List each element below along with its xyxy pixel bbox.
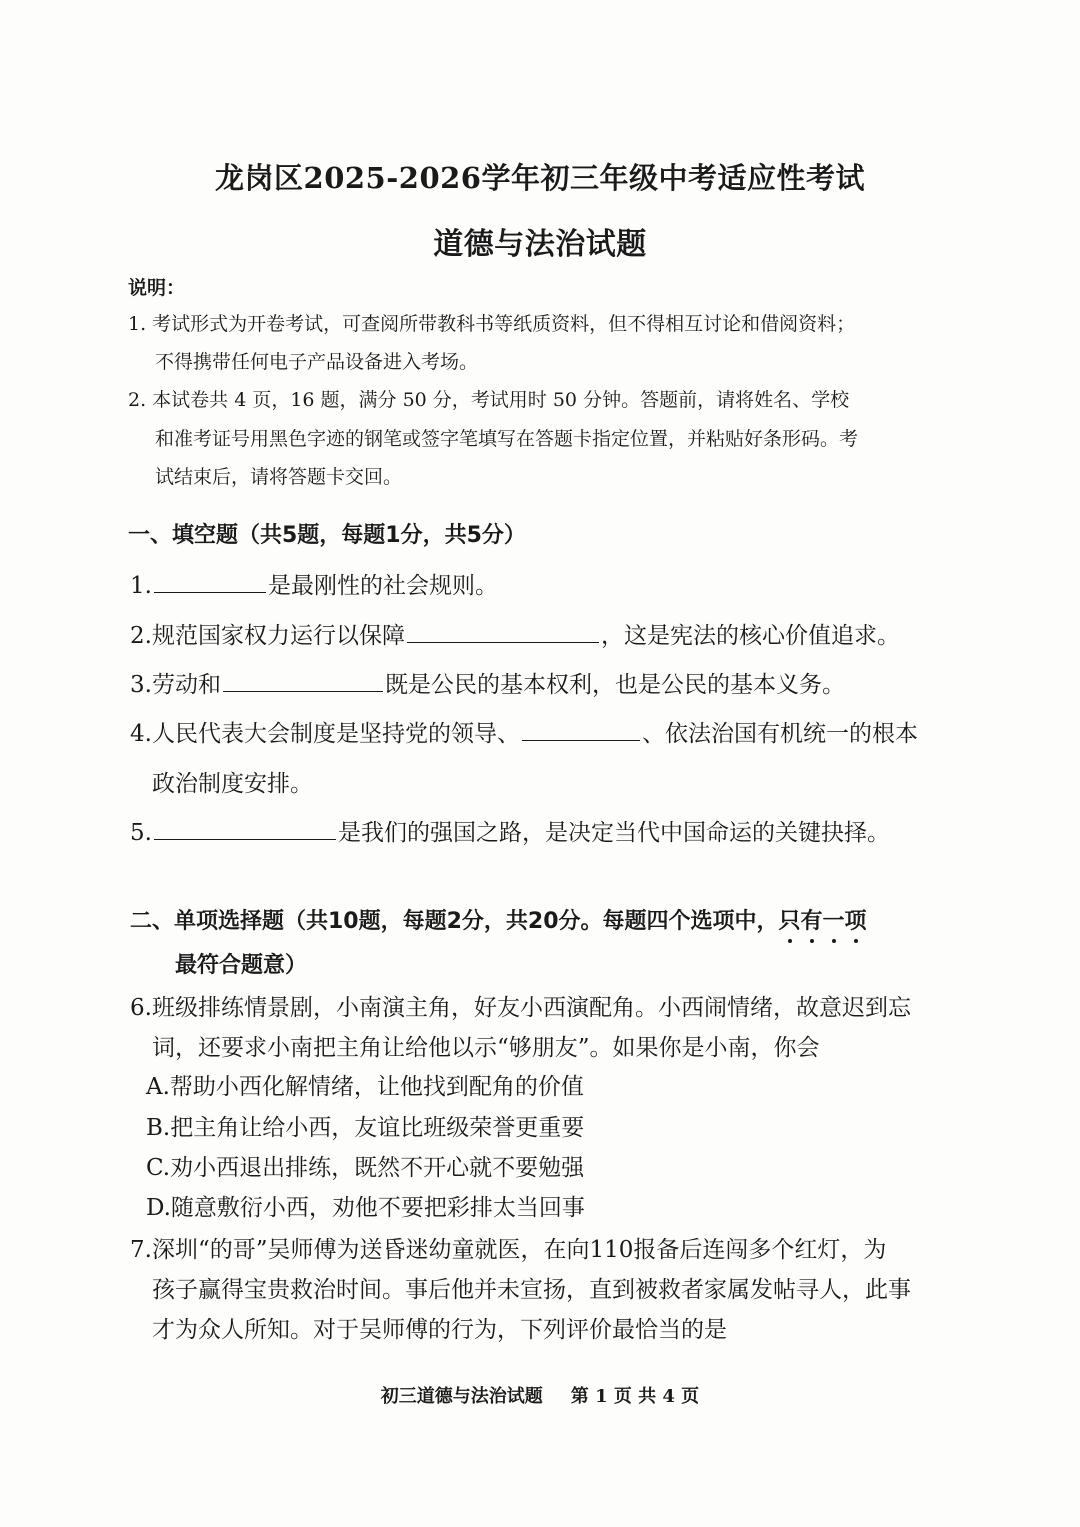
question-6-option-a[interactable]: A.帮助小西化解情绪，让他找到配角的价值 xyxy=(146,1074,584,1100)
question-6-line-2: 词，还要求小南把主角让给他以示“够朋友”。如果你是小南，你会 xyxy=(152,1035,820,1061)
answer-blank-2[interactable] xyxy=(407,620,599,643)
question-4-text-after: 、依法治国有机统一的根本 xyxy=(641,721,918,747)
section-2-heading-line-2: 最符合题意） xyxy=(175,953,308,978)
emphasis-dot xyxy=(810,939,814,943)
answer-blank-3[interactable] xyxy=(223,669,383,692)
question-4-line-2: 政治制度安排。 xyxy=(152,771,313,797)
question-7-line-3: 才为众人所知。对于吴师傅的行为，下列评价最恰当的是 xyxy=(152,1317,727,1343)
question-3-text-before: 3.劳动和 xyxy=(130,672,221,698)
footer-subject: 初三道德与法治试题 xyxy=(380,1386,543,1407)
question-1-text: 是最刚性的社会规则。 xyxy=(267,573,498,599)
footer-page-number: 第 1 页 共 4 页 xyxy=(570,1386,700,1407)
question-6-option-d[interactable]: D.随意敷衍小西，劝他不要把彩排太当回事 xyxy=(146,1195,585,1221)
note-2-line-2: 和准考证号用黑色字迹的钢笔或签字笔填写在答题卡指定位置，并粘贴好条形码。考 xyxy=(155,428,859,450)
notes-label: 说明： xyxy=(128,277,186,299)
question-5-text: 是我们的强国之路，是决定当代中国命运的关键抉择。 xyxy=(337,820,890,846)
question-3-text-after: 既是公民的基本权利，也是公民的基本义务。 xyxy=(384,672,845,698)
question-4 xyxy=(130,715,918,748)
question-7-line-1: 7.深圳“的哥”吴师傅为送昏迷幼童就医，在向110报备后连闯多个红灯，为 xyxy=(130,1237,887,1263)
note-2-line-3: 试结束后，请将答题卡交回。 xyxy=(155,466,403,488)
answer-blank-1[interactable] xyxy=(154,570,266,593)
section-2-heading-text: 二、单项选择题（共10题，每题2分，共20分。每题四个选项中， xyxy=(130,909,779,934)
question-1 xyxy=(130,567,498,600)
emphasis-dot xyxy=(788,939,792,943)
question-5 xyxy=(130,814,890,847)
question-1-number: 1. xyxy=(130,573,152,599)
answer-blank-4[interactable] xyxy=(522,718,640,741)
note-2-line-1: 2. 本试卷共 4 页，16 题，满分 50 分，考试用时 50 分钟。答题前，请将姓名、学校 xyxy=(128,389,850,411)
question-4-text-before: 4.人民代表大会制度是坚持党的领导、 xyxy=(130,721,520,747)
page-footer xyxy=(0,1382,1080,1408)
question-6-line-1: 6.班级排练情景剧，小南演主角，好友小西演配角。小西闹情绪，故意迟到忘 xyxy=(130,995,911,1021)
section-1-heading: 一、填空题（共5题，每题1分，共5分） xyxy=(128,523,526,548)
exam-subtitle: 道德与法治试题 xyxy=(433,227,647,262)
question-2 xyxy=(130,617,900,650)
question-2-text-after: ，这是宪法的核心价值追求。 xyxy=(600,623,900,649)
question-3 xyxy=(130,666,845,699)
question-6-option-b[interactable]: B.把主角让给小西，友谊比班级荣誉更重要 xyxy=(146,1115,585,1141)
exam-title: 龙岗区2025-2026学年初三年级中考适应性考试 xyxy=(215,161,865,195)
question-7-line-2: 孩子赢得宝贵救治时间。事后他并未宣扬，直到被救者家属发帖寻人，此事 xyxy=(152,1277,911,1303)
question-5-number: 5. xyxy=(130,820,152,846)
answer-blank-5[interactable] xyxy=(154,817,336,840)
emphasis-text: 只有一项 xyxy=(778,909,867,934)
note-1-line-2: 不得携带任何电子产品设备进入考场。 xyxy=(155,351,479,373)
section-2-heading xyxy=(130,904,867,935)
emphasis-dot xyxy=(832,939,836,943)
question-6-option-c[interactable]: C.劝小西退出排练，既然不开心就不要勉强 xyxy=(146,1155,585,1181)
note-1-line-1: 1. 考试形式为开卷考试，可查阅所带教科书等纸质资料，但不得相互讨论和借阅资料； xyxy=(128,313,856,335)
emphasis-dot xyxy=(854,939,858,943)
question-2-text-before: 2.规范国家权力运行以保障 xyxy=(130,623,405,649)
section-2-heading-emphasis xyxy=(779,909,867,934)
